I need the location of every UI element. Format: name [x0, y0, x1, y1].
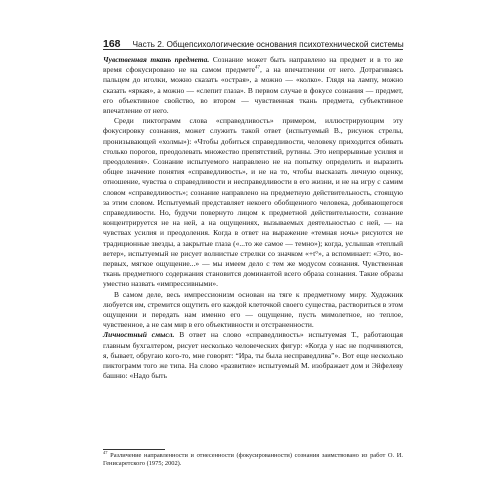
page-number: 168 [103, 38, 121, 50]
paragraph-personal-meaning [103, 330, 403, 381]
running-head: Часть 2. Общепсихологические основания психотехнической системы [132, 39, 404, 49]
footnote-text: Различение направленности и отнесенности (фокусированности) сознания заимствовано из работ О. И. Генисаретского (1975; 2002). [103, 452, 403, 468]
paragraph-text: , а на впечатлении от него. Дотрагиваясь пальцем до иголки, можно сказать «острая», а можно — «колко». Глядя на лампу, можно сказать «яркая», а можно — «слепит глаза». В первом случае в фокусе сознания — предмет, его объективное свойство, во втором — чувственная ткань предмета, субъективное впечатление от него. [103, 65, 403, 116]
page-body [103, 55, 403, 382]
header-rule [103, 49, 403, 50]
paragraph-sensory-fabric [103, 55, 403, 116]
paragraph-text: Сознание может быть направлено на предмет и в то же время сфокусировано не на самом предмете [103, 55, 403, 75]
footnote-rule [103, 449, 165, 450]
footnote-ref: 47 [255, 65, 261, 71]
paragraph-pictogram-example: Среди пиктограмм слова «справедливость» примером, иллюстрирующим эту фокусировку сознания, может служить такой ответ (испытуемый В., рисунок стрелы, пронизывающей «холмы»): «Чтобы добиться справедливости, человеку приходится обивать столько порогов, преодолевать множество препятствий, рутины. Это непрерывные усилия и преодоления». Сознание испытуемого направлено не на попытку определить и выразить общее значение понятия «справедливость», и не на то, чтобы высказать личную оценку, отношение, чувства о справедливости и несправедливости в его жизни, и не на игру с самим словом «справедливость»; сознание направлено на предметную действительность, стоящую за этим словом. Испытуемый представляет некоего обобщенного человека, добивающегося справедливости. Но, будучи повернуто лицом к предметной действительности, сознание концентрируется не на ней, а на ощущениях, вызываемых деятельностью с ней, — на чувствах усилия и преодоления. Когда в ответ на выражение «темная ночь» рисуются не традиционные звезды, а закрытые глаза («...то же самое — темно»); когда, услышав «теплый ветер», испытуемый не рисует волнистые стрелки со значком «+t°», а вспоминает: «Это, во-первых, мягкое ощущение...» — мы имеем дело с тем же модусом сознания. Чувственная ткань предметного содержания становится доминантой всего образа сознания. Такие образы уместно назвать «импрессивными». [103, 116, 403, 289]
paragraph-text: В ответ на слово «справедливость» испытуемая Т., работающая главным бухгалтером, рисует несколько человеческих фигур: «Когда у нас не подчиняются, я, бывает, обругаю кого-то, мне говорят: “Ира, ты была несправедлива”». Вот еще несколько пиктограмм того же типа. На слово «развитие» испытуемый М. изображает дом и Эйфелеву башню: «Надо быть [103, 330, 404, 381]
run-in-heading: Личностный смысл. [103, 330, 175, 340]
footnote [103, 449, 403, 469]
run-in-heading: Чувственная ткань предмета. [103, 55, 210, 64]
footnote-number: 47 [103, 449, 108, 455]
paragraph-impressionism: В самом деле, весь импрессионизм основан на тяге к предметному миру. Художник любуется им, стремится ощутить его каждой клеточкой своего существа, раствориться в этом ощущении и передать нам именно его — ощущение, пусть мимолетное, но теплое, чувственное, а не сам мир в его объективности и отстраненности. [103, 289, 403, 330]
